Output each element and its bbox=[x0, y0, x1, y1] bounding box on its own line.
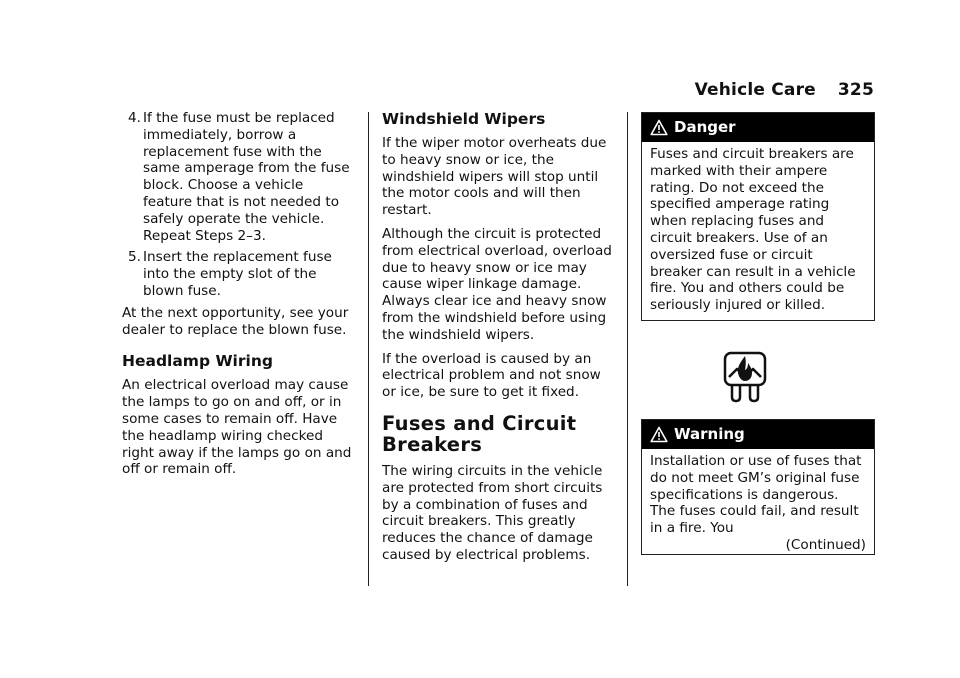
column-divider-2 bbox=[627, 112, 628, 586]
wipers-paragraph-1: If the wiper motor overheats due to heavy snow or ice, the windshield wipers will stop until the motor cools and will then restart. bbox=[382, 135, 607, 219]
warning-triangle-icon bbox=[650, 426, 668, 443]
column-3 bbox=[641, 110, 875, 555]
warning-body bbox=[642, 449, 874, 554]
fuse-fire-icon bbox=[723, 351, 767, 403]
column-divider-1 bbox=[368, 112, 369, 586]
fuses-heading: Fuses and Circuit Breakers bbox=[382, 411, 577, 456]
page-number: 325 bbox=[837, 80, 874, 100]
page-header bbox=[695, 80, 874, 100]
continued-label: (Continued) bbox=[785, 536, 866, 553]
column-2 bbox=[382, 110, 614, 571]
step-number: 5. bbox=[128, 249, 141, 266]
fuses-paragraph: The wiring circuits in the vehicle are protected from short circuits by a combination of fuses and circuit breakers. This greatly reduces the chance of damage caused by electrical problems. bbox=[382, 462, 603, 563]
step-4 bbox=[122, 110, 354, 244]
fuse-illustration bbox=[615, 351, 875, 403]
warning-header bbox=[642, 420, 874, 449]
danger-header bbox=[642, 113, 874, 142]
warning-text: Installation or use of fuses that do not meet GM’s original fuse specifications is dangerous. The fuses could fail, and result in a fire. You bbox=[650, 452, 862, 537]
danger-body: Fuses and circuit breakers are marked with their ampere rating. Do not exceed the specified amperage rating when replacing fuses and circuit breakers. Use of an oversized fuse or circuit breaker can result in a vehicle fire. You and others could be seriously injured or killed. bbox=[650, 146, 856, 314]
wipers-heading: Windshield Wipers bbox=[382, 110, 546, 128]
section-title: Vehicle Care bbox=[694, 80, 816, 100]
headlamp-heading: Headlamp Wiring bbox=[122, 352, 273, 371]
danger-title: Danger bbox=[674, 118, 736, 137]
step-text: If the fuse must be replaced immediately, borrow a replacement fuse with the same amperage from the fuse block. Choose a vehicle feature that is not needed to safely operate the vehicle. Repeat Steps 2–3. bbox=[143, 110, 350, 244]
step-text: Insert the replacement fuse into the empty slot of the blown fuse. bbox=[143, 249, 332, 299]
column-1 bbox=[122, 110, 354, 485]
step-5 bbox=[122, 249, 354, 299]
wipers-paragraph-2: Although the circuit is protected from electrical overload, overload due to heavy snow or ice may cause wiper linkage damage. Always clear ice and heavy snow from the windshield before using the windshield wipers. bbox=[382, 225, 612, 343]
step-number: 4. bbox=[128, 110, 141, 126]
headlamp-paragraph: An electrical overload may cause the lamps to go on and off, or in some cases to remain off. Have the headlamp wiring checked right away if the lamps go on and off or remain off. bbox=[122, 377, 352, 478]
dealer-paragraph: At the next opportunity, see your dealer to replace the blown fuse. bbox=[122, 304, 349, 338]
warning-triangle-icon bbox=[650, 119, 668, 136]
warning-box bbox=[641, 419, 875, 555]
danger-box bbox=[641, 112, 875, 321]
warning-title: Warning bbox=[674, 425, 745, 444]
wipers-paragraph-3: If the overload is caused by an electrical problem and not snow or ice, be sure to get it fixed. bbox=[382, 350, 601, 401]
